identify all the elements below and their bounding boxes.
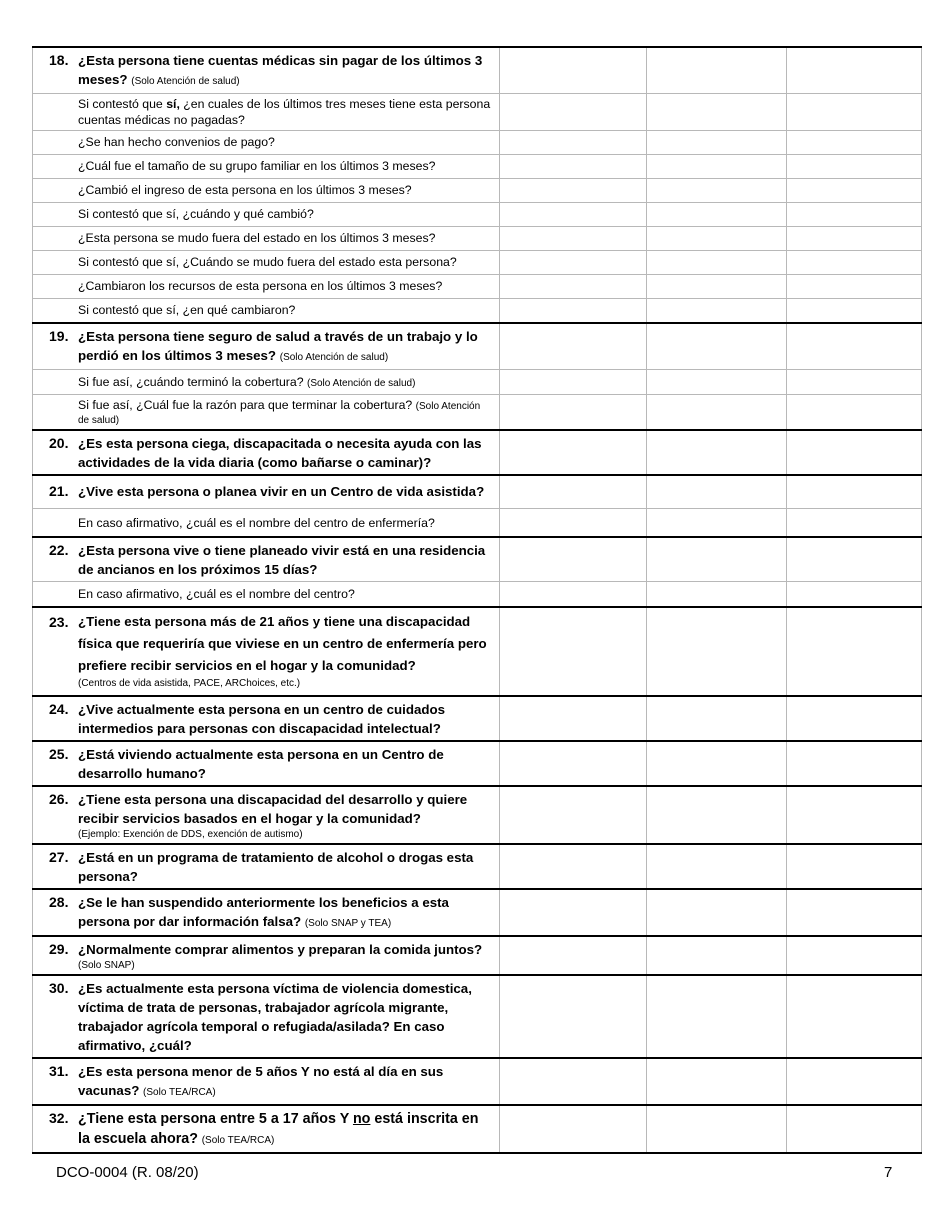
sub-question-text: Si contestó que [78, 97, 167, 111]
answer-cell[interactable] [647, 475, 787, 509]
question-number: 32. [49, 1110, 69, 1126]
question-text: ¿Está viviendo actualmente esta persona en un Centro de desarrollo humano? [78, 747, 444, 781]
answer-cell[interactable] [500, 607, 647, 696]
question-text: ¿Esta persona tiene seguro de salud a través de un trabajo y lo perdió en los últimos 3 meses? [78, 328, 478, 363]
question-text: está inscrita en la escuela ahora? [78, 1111, 479, 1147]
answer-cell[interactable] [500, 1105, 647, 1153]
answer-cell[interactable] [647, 179, 787, 203]
table-row [33, 607, 922, 696]
table-row [33, 47, 922, 94]
answer-cell[interactable] [500, 581, 647, 607]
questionnaire-table [32, 46, 922, 1154]
question-text: ¿Esta persona tiene cuentas médicas sin pagar de los últimos 3 meses? [78, 53, 483, 87]
question-number: 19. [49, 327, 69, 344]
sub-question-text: ¿Esta persona se mudo fuera del estado en los últimos 3 meses? [78, 231, 436, 245]
question-text: ¿Se le han suspendido anteriormente los beneficios a esta persona por dar información falsa? [78, 895, 449, 929]
answer-cell[interactable] [787, 581, 922, 607]
answer-cell[interactable] [647, 607, 787, 696]
answer-cell[interactable] [500, 975, 647, 1058]
table-row [33, 975, 922, 1058]
table-row [33, 251, 922, 275]
answer-cell[interactable] [647, 299, 787, 323]
table-row [33, 1105, 922, 1153]
question-note: (Ejemplo: Exención de DDS, exención de autismo) [78, 829, 303, 840]
answer-cell[interactable] [500, 155, 647, 179]
sub-question-text: Si contestó que sí, ¿en qué cambiaron? [78, 303, 296, 317]
sub-question-text: Si fue así, ¿Cuál fue la razón para que terminar la cobertura? [78, 397, 413, 412]
sub-question-text: ¿en cuales de los últimos tres meses tiene esta persona cuentas médicas no pagadas? [78, 97, 491, 127]
answer-cell[interactable] [787, 936, 922, 975]
answer-cell[interactable] [500, 844, 647, 889]
answer-cell[interactable] [647, 94, 787, 131]
answer-cell[interactable] [500, 786, 647, 844]
table-row [33, 936, 922, 975]
question-number: 27. [49, 849, 69, 865]
answer-cell[interactable] [647, 430, 787, 475]
answer-cell[interactable] [500, 889, 647, 936]
sub-question-text: Si fue así, ¿cuándo terminó la cobertura? [78, 374, 304, 389]
answer-cell[interactable] [500, 94, 647, 131]
question-text: ¿Tiene esta persona más de 21 años y tiene una discapacidad física que requeriría que viviese en un centro de enfermería pero prefiere recibir servicios en el hogar y la comunidad? [78, 614, 487, 673]
question-number: 30. [49, 980, 69, 996]
table-row [33, 275, 922, 299]
question-text: ¿Tiene esta persona una discapacidad del desarrollo y quiere recibir servicios basados en el hogar y la comunidad? [78, 792, 468, 826]
question-number: 29. [49, 941, 69, 957]
table-row [33, 741, 922, 786]
question-text: ¿Normalmente comprar alimentos y preparan la comida juntos? [78, 942, 483, 957]
answer-cell[interactable] [647, 889, 787, 936]
answer-cell[interactable] [500, 299, 647, 323]
table-row [33, 844, 922, 889]
table-row [33, 581, 922, 607]
answer-cell[interactable] [500, 394, 647, 430]
question-number: 28. [49, 894, 69, 910]
answer-cell[interactable] [787, 94, 922, 131]
table-row [33, 786, 922, 844]
answer-cell[interactable] [500, 179, 647, 203]
answer-cell[interactable] [500, 275, 647, 299]
sub-question-emphasis: sí, [166, 97, 180, 111]
answer-cell[interactable] [500, 430, 647, 475]
answer-cell[interactable] [647, 227, 787, 251]
sub-question-text: ¿Cuál fue el tamaño de su grupo familiar en los últimos 3 meses? [78, 159, 436, 173]
answer-cell[interactable] [647, 369, 787, 394]
answer-cell[interactable] [500, 475, 647, 509]
sub-question-text: En caso afirmativo, ¿cuál es el nombre del centro? [78, 586, 355, 601]
question-text: ¿Está en un programa de tratamiento de alcohol o drogas esta persona? [78, 850, 474, 884]
answer-cell[interactable] [787, 1105, 922, 1153]
form-id: DCO-0004 (R. 08/20) [56, 1164, 199, 1181]
sub-question-text: En caso afirmativo, ¿cuál es el nombre del centro de enfermería? [78, 516, 435, 530]
answer-cell[interactable] [647, 581, 787, 607]
answer-cell[interactable] [787, 537, 922, 582]
table-row [33, 227, 922, 251]
answer-cell[interactable] [787, 889, 922, 936]
answer-cell[interactable] [647, 47, 787, 94]
question-text: ¿Es esta persona menor de 5 años Y no está al día en sus vacunas? [78, 1064, 444, 1098]
answer-cell[interactable] [500, 537, 647, 582]
answer-cell[interactable] [787, 299, 922, 323]
answer-cell[interactable] [647, 155, 787, 179]
answer-cell[interactable] [500, 936, 647, 975]
question-note: (Solo TEA/RCA) [143, 1087, 216, 1098]
answer-cell[interactable] [787, 179, 922, 203]
table-row [33, 889, 922, 936]
answer-cell[interactable] [787, 275, 922, 299]
table-row [33, 537, 922, 582]
table-row [33, 475, 922, 509]
answer-cell[interactable] [647, 275, 787, 299]
table-row [33, 430, 922, 475]
answer-cell[interactable] [787, 975, 922, 1058]
table-row [33, 299, 922, 323]
question-text: ¿Esta persona vive o tiene planeado vivir está en una residencia de ancianos en los próximos 15 días? [78, 542, 486, 577]
answer-cell[interactable] [787, 47, 922, 94]
question-text: ¿Es esta persona ciega, discapacitada o necesita ayuda con las actividades de la vida diaria (como bañarse o caminar)? [78, 435, 482, 470]
sub-question-note: (Solo Atención de salud) [307, 377, 416, 389]
answer-cell[interactable] [787, 844, 922, 889]
answer-cell[interactable] [787, 394, 922, 430]
question-number: 18. [49, 52, 69, 68]
answer-cell[interactable] [787, 251, 922, 275]
question-note: (Centros de vida asistida, PACE, ARChoices, etc.) [78, 678, 301, 689]
question-number: 31. [49, 1063, 69, 1079]
sub-question-text: ¿Cambiaron los recursos de esta persona en los últimos 3 meses? [78, 279, 443, 293]
answer-cell[interactable] [647, 251, 787, 275]
answer-cell[interactable] [500, 509, 647, 537]
answer-cell[interactable] [787, 509, 922, 537]
question-number: 24. [49, 701, 69, 717]
answer-cell[interactable] [787, 786, 922, 844]
table-row [33, 394, 922, 430]
question-text: ¿Es actualmente esta persona víctima de violencia domestica, víctima de trata de personas, trabajador agrícola migrante, trabajador agrícola temporal o refugiada/asilada? En caso afirmativo, ¿cuál? [78, 981, 472, 1053]
question-note: (Solo Atención de salud) [279, 351, 389, 363]
question-text: ¿Tiene esta persona entre 5 a 17 años Y [78, 1111, 353, 1127]
answer-cell[interactable] [787, 607, 922, 696]
answer-cell[interactable] [500, 47, 647, 94]
answer-cell[interactable] [647, 975, 787, 1058]
answer-cell[interactable] [647, 1058, 787, 1105]
table-row [33, 131, 922, 155]
answer-cell[interactable] [647, 741, 787, 786]
answer-cell[interactable] [500, 323, 647, 370]
question-number: 25. [49, 746, 69, 762]
question-number: 22. [49, 541, 69, 558]
question-number: 20. [49, 434, 69, 451]
answer-cell[interactable] [787, 1058, 922, 1105]
question-note: (Solo Atención de salud) [131, 76, 240, 87]
answer-cell[interactable] [787, 323, 922, 370]
sub-question-text: Si contestó que sí, ¿Cuándo se mudo fuera del estado esta persona? [78, 255, 457, 269]
sub-question-text: Si contestó que sí, ¿cuándo y qué cambió? [78, 207, 314, 221]
question-text-underlined: no [352, 1111, 371, 1127]
question-number: 26. [49, 791, 69, 807]
answer-cell[interactable] [500, 369, 647, 394]
question-note: (Solo SNAP y TEA) [304, 918, 392, 929]
question-text: ¿Vive actualmente esta persona en un centro de cuidados intermedios para personas con discapacidad intelectual? [78, 702, 446, 736]
answer-cell[interactable] [500, 203, 647, 227]
table-row [33, 94, 922, 131]
question-number: 21. [49, 482, 69, 499]
answer-cell[interactable] [647, 203, 787, 227]
answer-cell[interactable] [647, 537, 787, 582]
answer-cell[interactable] [787, 475, 922, 509]
table-row [33, 369, 922, 394]
table-row [33, 509, 922, 537]
table-row [33, 323, 922, 370]
answer-cell[interactable] [787, 203, 922, 227]
answer-cell[interactable] [500, 696, 647, 741]
sub-question-text: ¿Se han hecho convenios de pago? [78, 135, 275, 149]
table-row [33, 203, 922, 227]
answer-cell[interactable] [647, 394, 787, 430]
answer-cell[interactable] [787, 369, 922, 394]
answer-cell[interactable] [647, 936, 787, 975]
answer-cell[interactable] [787, 430, 922, 475]
sub-question-note: (Solo Atención de salud) [78, 400, 481, 426]
answer-cell[interactable] [500, 227, 647, 251]
answer-cell[interactable] [787, 741, 922, 786]
answer-cell[interactable] [647, 844, 787, 889]
question-note: (Solo SNAP) [78, 960, 135, 971]
answer-cell[interactable] [647, 1105, 787, 1153]
answer-cell[interactable] [500, 741, 647, 786]
answer-cell[interactable] [787, 155, 922, 179]
answer-cell[interactable] [647, 786, 787, 844]
table-row [33, 1058, 922, 1105]
answer-cell[interactable] [647, 696, 787, 741]
answer-cell[interactable] [500, 131, 647, 155]
table-row [33, 696, 922, 741]
answer-cell[interactable] [787, 696, 922, 741]
table-row [33, 179, 922, 203]
question-number: 23. [49, 614, 69, 630]
answer-cell[interactable] [647, 323, 787, 370]
answer-cell[interactable] [787, 227, 922, 251]
answer-cell[interactable] [500, 251, 647, 275]
table-row [33, 155, 922, 179]
answer-cell[interactable] [500, 1058, 647, 1105]
answer-cell[interactable] [647, 131, 787, 155]
question-note: (Solo TEA/RCA) [201, 1135, 275, 1146]
answer-cell[interactable] [647, 509, 787, 537]
sub-question-text: ¿Cambió el ingreso de esta persona en los últimos 3 meses? [78, 183, 412, 197]
question-text: ¿Vive esta persona o planea vivir en un Centro de vida asistida? [78, 483, 485, 499]
page-number: 7 [884, 1164, 893, 1181]
answer-cell[interactable] [787, 131, 922, 155]
